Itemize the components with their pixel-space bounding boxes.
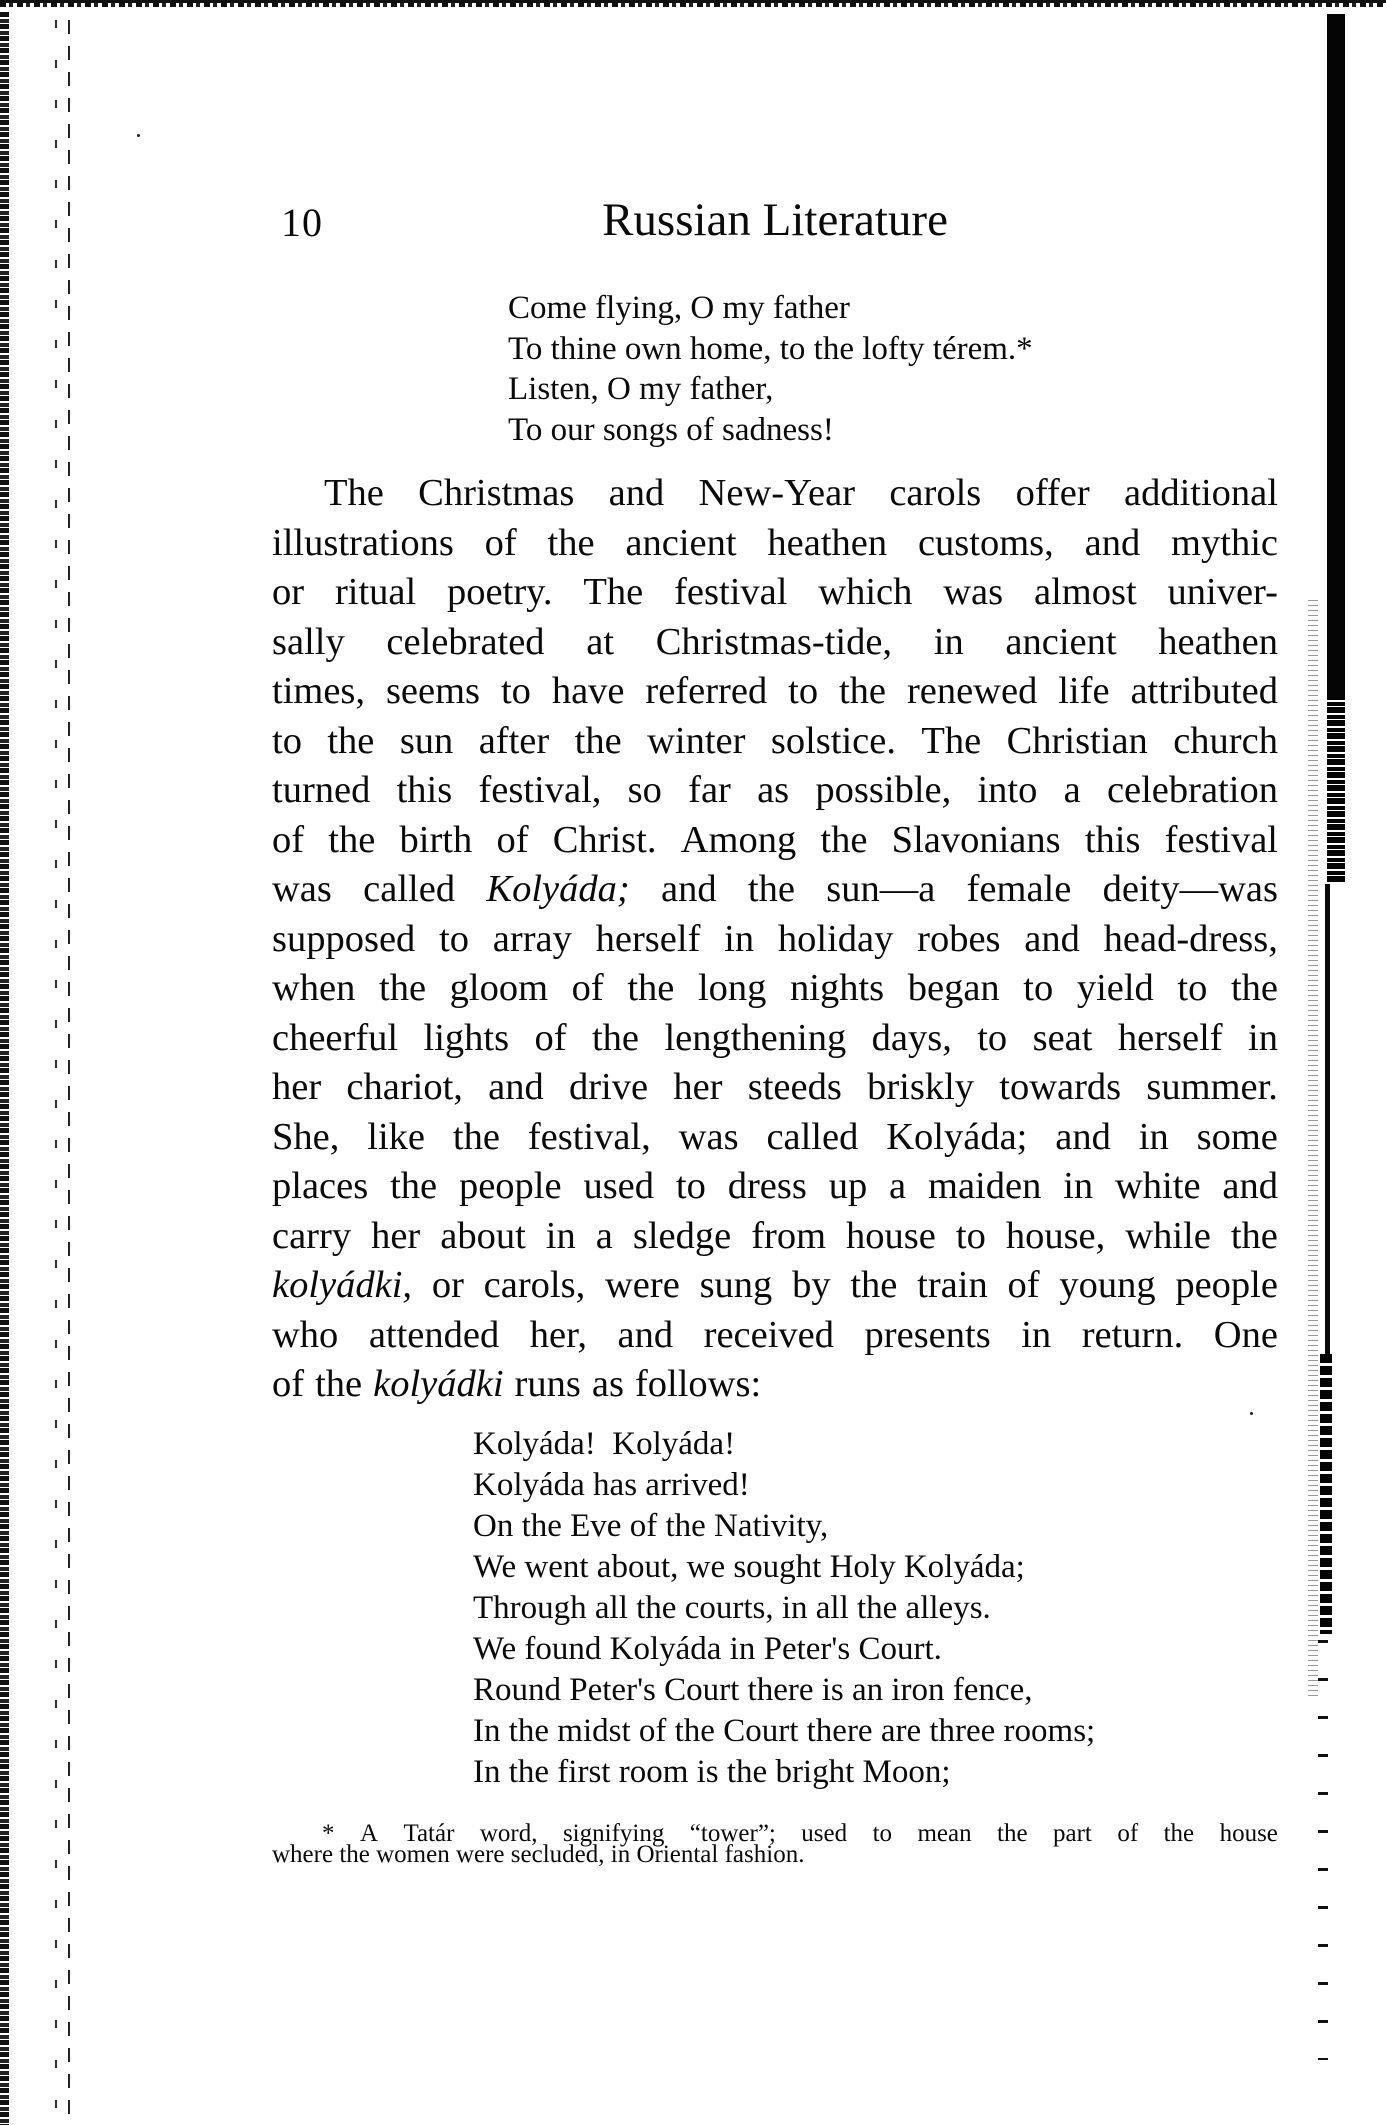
word: The	[921, 719, 982, 762]
word: Kolyáda;	[886, 1115, 1028, 1158]
body-line	[272, 964, 1278, 1014]
word: a	[595, 1214, 613, 1257]
word: supposed	[272, 917, 416, 960]
body-line	[272, 1113, 1278, 1163]
word: lengthening	[664, 1016, 847, 1059]
word: attended	[368, 1313, 500, 1356]
word: renewed	[906, 670, 1038, 712]
word: She,	[272, 1115, 340, 1158]
word: of	[534, 1016, 567, 1059]
word: seat	[1032, 1016, 1093, 1059]
word: or	[272, 571, 305, 613]
body-line	[272, 519, 1278, 569]
word: this	[396, 769, 453, 811]
word: have	[551, 670, 625, 712]
word: her	[272, 1066, 322, 1108]
word: to	[272, 719, 302, 762]
word: of	[1117, 1820, 1139, 1847]
word: deity—was	[1102, 868, 1278, 910]
word: life	[1058, 670, 1110, 712]
body-line	[272, 469, 1278, 519]
word: her,	[529, 1313, 588, 1356]
verse-line: We found Kolyáda in Peter's Court.	[473, 1631, 942, 1667]
body-line	[272, 1212, 1278, 1262]
word: the	[627, 967, 675, 1009]
word: the	[997, 1820, 1028, 1847]
word: festival	[674, 571, 788, 613]
scan-edge-top-solid	[0, 0, 1386, 3]
word: the	[547, 521, 595, 564]
verse-line: Kolyáda! Kolyáda!	[473, 1426, 736, 1462]
word: holiday	[777, 917, 894, 960]
word: Christmas	[418, 472, 575, 514]
word: array	[492, 917, 572, 960]
word: additional	[1124, 472, 1278, 514]
body-paragraph	[272, 469, 1278, 1410]
verse-line: Come flying, O my father	[508, 290, 850, 326]
verse-line: To our songs of sadness!	[508, 411, 834, 448]
word: steeds	[747, 1066, 842, 1108]
word: solstice.	[770, 719, 896, 762]
word: in	[1063, 1165, 1094, 1207]
body-line	[272, 667, 1278, 717]
word: part	[1053, 1820, 1092, 1847]
word: days,	[871, 1016, 952, 1059]
verse-line: In the first room is the bright Moon;	[473, 1754, 951, 1790]
word: as	[757, 769, 790, 811]
word: Slavonians	[891, 818, 1061, 861]
word: young	[1059, 1264, 1156, 1306]
word: of	[272, 1363, 305, 1405]
body-line	[272, 1261, 1278, 1311]
word: runs	[514, 1363, 581, 1405]
word: dress	[727, 1165, 807, 1207]
word: the	[452, 1115, 500, 1158]
verse-line: In the midst of the Court there are three rooms;	[473, 1713, 1096, 1749]
word: celebration	[1106, 769, 1278, 811]
carol-verse	[473, 1424, 1095, 1793]
word: New-Year	[698, 472, 856, 514]
word: the	[850, 1264, 898, 1306]
word: in	[545, 1214, 576, 1257]
word: of	[272, 818, 305, 861]
word: Kolyáda;	[486, 868, 630, 910]
word: and	[1055, 1115, 1111, 1158]
word: A	[359, 1820, 378, 1847]
word: the	[1230, 1214, 1278, 1257]
word: presents	[864, 1313, 991, 1356]
word: festival,	[478, 769, 602, 811]
scan-edge-left	[0, 12, 9, 2125]
word: were	[604, 1264, 680, 1306]
word: Among	[680, 818, 797, 861]
word: began	[907, 967, 1000, 1009]
word: briskly	[867, 1066, 975, 1108]
body-line	[272, 1311, 1278, 1361]
word: heathen	[767, 521, 888, 564]
word: seems	[385, 670, 481, 712]
word: the	[1230, 967, 1278, 1009]
word: “tower”;	[689, 1820, 776, 1847]
word: places	[272, 1165, 369, 1207]
scan-edge-right-thin	[1325, 884, 1330, 1354]
scan-edge-right-bar	[1327, 14, 1345, 694]
word: people	[1175, 1264, 1278, 1306]
word: cheerful	[272, 1016, 399, 1059]
word: the	[390, 1165, 438, 1207]
word: from	[751, 1214, 827, 1257]
word: and	[1222, 1165, 1278, 1207]
word: carols	[889, 472, 982, 514]
word: and	[488, 1066, 544, 1108]
word: kolyádki,	[272, 1264, 413, 1306]
word: her	[371, 1214, 421, 1257]
footnote	[272, 1820, 1278, 1868]
body-line	[272, 1360, 1278, 1410]
word: ancient	[625, 521, 737, 564]
word: to	[788, 670, 819, 712]
word: herself	[595, 917, 701, 960]
word: the	[328, 818, 376, 861]
word: the	[1163, 1820, 1195, 1847]
word: customs,	[917, 521, 1054, 564]
body-line	[272, 1014, 1278, 1064]
word: The	[324, 472, 384, 514]
word: to	[955, 1214, 986, 1257]
word: Tatár	[403, 1820, 455, 1847]
body-line	[272, 1162, 1278, 1212]
body-line	[272, 816, 1278, 866]
word: poetry.	[447, 571, 553, 613]
epigraph-verse	[508, 288, 1033, 450]
word: of	[1007, 1264, 1040, 1306]
body-line	[272, 1063, 1278, 1113]
word: birth	[399, 818, 473, 861]
verse-line: Kolyáda has arrived!	[473, 1467, 750, 1503]
word: this	[1084, 818, 1141, 861]
word: people	[458, 1165, 562, 1207]
word: signifying	[562, 1820, 665, 1847]
word: robes	[917, 917, 1001, 960]
verse-line: We went about, we sought Holy Kolyáda;	[473, 1549, 1025, 1585]
word: in	[933, 620, 964, 663]
word: house	[846, 1214, 936, 1257]
word: her	[673, 1066, 723, 1108]
word: follows:	[634, 1363, 762, 1405]
body-line	[272, 717, 1278, 767]
word: head-dress,	[1103, 917, 1278, 960]
verse-line: To thine own home, to the lofty térem.*	[508, 330, 1033, 367]
word: was	[943, 571, 1004, 613]
word: in	[1021, 1313, 1052, 1356]
word: and	[660, 868, 717, 910]
word: received	[703, 1313, 835, 1356]
verse-line: Through all the courts, in all the alleys.	[473, 1590, 991, 1626]
word: chariot,	[346, 1066, 463, 1108]
body-line	[272, 865, 1278, 915]
word: which	[818, 571, 913, 613]
word: ritual	[334, 571, 417, 613]
word: and	[1084, 521, 1141, 564]
word: turned	[272, 769, 371, 811]
word: illustrations	[272, 521, 454, 564]
word: lights	[423, 1016, 510, 1059]
word: times,	[272, 670, 366, 712]
word: of	[496, 818, 529, 861]
scan-edge-right-noise	[1308, 600, 1318, 1700]
word: by	[792, 1264, 831, 1306]
body-line	[272, 915, 1278, 965]
word: kolyádki	[373, 1363, 504, 1405]
word: white	[1115, 1165, 1201, 1207]
word: church	[1173, 719, 1278, 762]
word: carry	[272, 1214, 352, 1257]
word: towards	[999, 1066, 1122, 1108]
word: ancient	[1005, 620, 1117, 663]
word: offer	[1015, 472, 1090, 514]
word: like	[367, 1115, 425, 1158]
word: in	[724, 917, 755, 960]
word: herself	[1117, 1016, 1223, 1059]
word: yield	[1076, 967, 1154, 1009]
word: and	[1024, 917, 1080, 960]
word: heathen	[1158, 620, 1278, 663]
word: a	[889, 1165, 907, 1207]
word: to	[439, 917, 470, 960]
word: used	[801, 1820, 848, 1847]
word: house,	[1005, 1214, 1106, 1257]
verse-line: Round Peter's Court there is an iron fence,	[473, 1672, 1033, 1708]
body-line	[272, 618, 1278, 668]
word: as	[591, 1363, 624, 1405]
word: the	[327, 719, 375, 762]
word: attributed	[1130, 670, 1278, 712]
word: the	[747, 868, 795, 910]
word: when	[272, 967, 356, 1009]
word: to	[500, 670, 531, 712]
word: mythic	[1171, 521, 1278, 564]
word: referred	[645, 670, 768, 712]
word: in	[1138, 1115, 1169, 1158]
word: and	[608, 472, 665, 514]
scan-edge-right-stripes	[1327, 694, 1345, 884]
word: up	[828, 1165, 868, 1207]
word: into	[977, 769, 1038, 811]
footnote-line-2: where the women were secluded, in Oriental fashion.	[272, 1841, 805, 1868]
word: or	[431, 1264, 464, 1306]
word: Christ.	[552, 818, 657, 861]
word: summer.	[1146, 1066, 1278, 1108]
word: to	[977, 1016, 1008, 1059]
word: almost	[1033, 571, 1137, 613]
word: some	[1196, 1115, 1278, 1158]
word: far	[688, 769, 731, 811]
word: maiden	[928, 1165, 1042, 1207]
word: about	[440, 1214, 526, 1257]
word: house	[1219, 1820, 1278, 1847]
scan-speck	[1250, 1412, 1253, 1415]
word: Christmas-tide,	[655, 620, 893, 663]
word: gloom	[449, 967, 549, 1009]
word: sledge	[632, 1214, 732, 1257]
scan-gutter-dashes-inner	[68, 20, 70, 2120]
word: winter	[647, 719, 746, 762]
word: One	[1213, 1313, 1278, 1356]
word: sally	[272, 620, 345, 663]
scan-gutter-dashes	[55, 20, 57, 2120]
word: while	[1125, 1214, 1211, 1257]
word: and	[617, 1313, 674, 1356]
word: who	[272, 1313, 339, 1356]
verse-line: On the Eve of the Nativity,	[473, 1508, 829, 1544]
scan-edge-right-ticks	[1318, 1640, 1328, 2060]
word: the	[838, 670, 887, 712]
word: the	[574, 719, 622, 762]
page-number: 10	[281, 200, 323, 245]
word: word,	[479, 1820, 538, 1847]
word: the	[315, 1363, 363, 1405]
word: called	[766, 1115, 859, 1158]
word: a	[1063, 769, 1081, 811]
word: in	[1248, 1016, 1278, 1059]
word: sun	[399, 719, 454, 762]
word: to	[1023, 967, 1054, 1009]
word: carols,	[483, 1264, 586, 1306]
word: female	[966, 868, 1072, 910]
word: was	[272, 868, 332, 910]
word: at	[586, 620, 615, 663]
scan-edge-right-lower	[1320, 1354, 1332, 1634]
word: The	[583, 571, 644, 613]
body-line	[272, 568, 1278, 618]
word: Christian	[1006, 719, 1148, 762]
word: to	[1177, 967, 1208, 1009]
word: the	[820, 818, 868, 861]
word: sung	[699, 1264, 773, 1306]
scan-speck	[137, 134, 140, 137]
word: festival	[1164, 818, 1278, 861]
word: called	[363, 868, 456, 910]
verse-line: Listen, O my father,	[508, 371, 774, 407]
word: the	[591, 1016, 640, 1059]
word: the	[379, 967, 427, 1009]
word: to	[675, 1165, 706, 1207]
word: possible,	[815, 769, 952, 811]
word: long	[697, 967, 767, 1009]
word: celebrated	[386, 620, 545, 663]
word: drive	[568, 1066, 649, 1108]
word: of	[484, 521, 517, 564]
body-line	[272, 766, 1278, 816]
word: used	[583, 1165, 655, 1207]
word: return.	[1081, 1313, 1184, 1356]
footnote-marker: *	[322, 1820, 335, 1847]
running-head: Russian Literature	[602, 194, 948, 246]
word: sun—a	[826, 868, 936, 910]
word: of	[571, 967, 604, 1009]
word: mean	[917, 1820, 972, 1847]
word: to	[872, 1820, 893, 1847]
word: nights	[790, 967, 885, 1009]
word: after	[478, 719, 550, 762]
word: festival,	[527, 1115, 651, 1158]
word: train	[917, 1264, 988, 1306]
word: was	[678, 1115, 739, 1158]
word: so	[627, 769, 662, 811]
word: univer-	[1167, 571, 1278, 613]
